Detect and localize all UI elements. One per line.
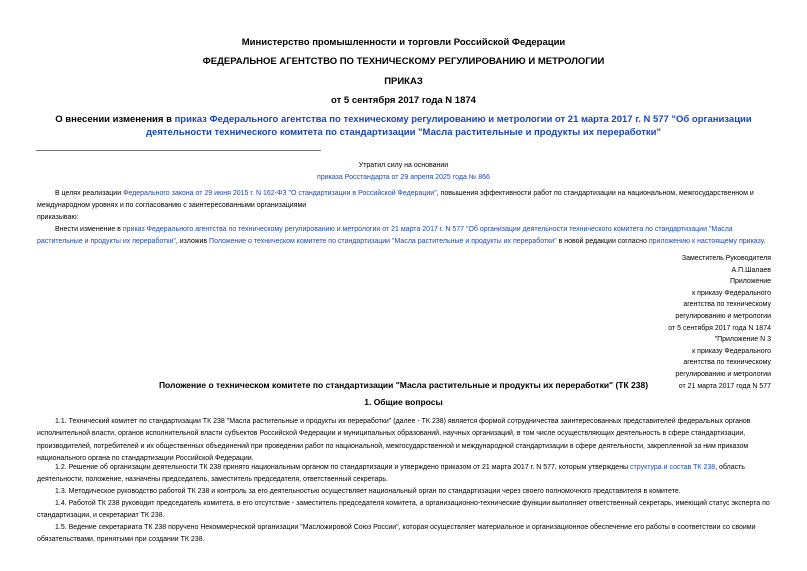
order-text-2: , изложив [175,238,210,246]
appendix-line: агентства по техническому [683,359,771,367]
preamble-text-1: В целях реализации [55,190,124,197]
order-title-prefix: О внесении изменения в [55,114,175,125]
clause-1-2 [37,462,771,487]
regulation-title: Положение о техническом комитете по стандартизации "Масла растительные и продукты их переработки" (ТК 238) [158,380,649,390]
appendix-line: регулированию и метрологии [675,370,771,378]
appendix-line: от 5 сентября 2017 года N 1874 [668,324,771,332]
order-paragraph [37,224,771,249]
preamble-paragraph [37,188,771,213]
preamble-text-2: , повышения эффективности работ по стандартизации на национальном, межгосударственном и международном уровнях и по согласованию с заинтересованными организациями [37,190,754,210]
signature-position: Заместитель Руководителя [681,255,771,262]
appendix-line: к приказу Федерального [692,347,771,355]
document-type: ПРИКАЗ [384,76,423,87]
signature-name: А.П.Шалаев [731,266,771,274]
appendix-line: Приложение [729,278,771,286]
clause-1-3: 1.3. Методическое руководство работой ТК 238 и контроль за его деятельностью осуществляет национальный орган по стандартизации через своего полномочного представителя в комитете. [55,488,681,495]
ministry-heading: Министерство промышленности и торговли Российской Федерации [241,37,566,48]
clause-1-5: 1.5. Ведение секретариата ТК 238 поручено Некоммерческой организации "Масложировой Союз России", которая осуществляет материальное и организационное обеспечение его работы в соответствии со своими обязательствами, принятыми при создании ТК 238. [37,524,756,544]
order-title-link[interactable]: приказ Федерального агентства по техническому регулированию и метрологии от 21 марта 2017 г. N 577 "Об организации деятельности технического комитета по стандартизации "Масла растительные и продукты их переработки" [146,114,752,138]
appendix-line: регулированию и метрологии [675,312,771,320]
status-line: Утратил силу на основании [358,162,449,169]
clause-1-2-text-1: 1.2. Решение об организации деятельности ТК 238 принято национальным органом по стандартизации и утверждено приказом от 21 марта 2017 г. N 577, которым утверждены [55,464,631,471]
appendix-line: к приказу Федерального [692,289,771,297]
status-link [0,172,807,184]
regulation-link[interactable]: Положение о техническом комитете по стандартизации "Масла растительные и продукты их переработки" [209,238,557,246]
appendix-link[interactable]: приложению к настоящему приказу [648,238,764,246]
appendix-line: агентства по техническому [683,301,771,309]
order-text-3: в новой редакции согласно [556,238,649,246]
order-title [50,113,757,139]
agency-heading: ФЕДЕРАЛЬНОЕ АГЕНТСТВО ПО ТЕХНИЧЕСКОМУ РЕГУЛИРОВАНИЮ И МЕТРОЛОГИИ [202,56,605,67]
structure-link[interactable]: структура и состав ТК 238 [630,464,716,471]
order-date-number: от 5 сентября 2017 года N 1874 [331,95,476,106]
appendix-line: "Приложение N 3 [714,336,771,344]
divider [36,150,321,151]
repeal-order-link[interactable]: приказа Росстандарта от 29 апреля 2025 года № 866 [317,174,490,181]
order-text-4: . [763,238,766,246]
order-word: приказываю: [37,214,79,221]
signature-block [668,253,771,392]
clause-1-2-text-2: , область деятельности, положение, назначены председатель, заместитель председателя, ответственный секретарь. [37,464,745,484]
clause-1-1: 1.1. Технический комитет по стандартизации ТК 238 "Масла растительные и продукты их переработки" (далее - ТК 238) является формой сотрудничества заинтересованных представителей федеральных органов исполнительной власти, органов исполнительной власти субъектов Российской Федерации и муниципальных образований, научных организаций, в том числе осуществляющих деятельность в сфере стандартизации, производителей, потребителей и их общественных объединений при проведении работ по национальной, межгосударственной и международной стандартизации в сфере деятельности, закрепленной за ним приказом национального органа по стандартизации Российской Федерации. [37,418,751,463]
order-577-link[interactable]: приказ Федерального агентства по техническому регулированию и метрологии от 21 марта 2017 г. N 577 "Об организации деятельности технического комитета по стандартизации "Масла растительные и продукты их переработки" [37,226,733,246]
appendix-line: от 21 марта 2017 года N 577 [678,382,771,390]
section-heading: 1. Общие вопросы [364,397,443,407]
federal-law-link[interactable]: Федерального закона от 29 июня 2015 г. N 162-ФЗ "О стандартизации в Российской Федерации" [123,190,437,197]
clause-1-4: 1.4. Работой ТК 238 руководит председатель комитета, в его отсутствие - заместитель председателя комитета, а организационно-технические функции выполняет ответственный секретарь, имеющий статус эксперта по стандартизации, и секретариат ТК 238. [37,500,770,520]
order-text-1: Внести изменение в [55,226,123,233]
